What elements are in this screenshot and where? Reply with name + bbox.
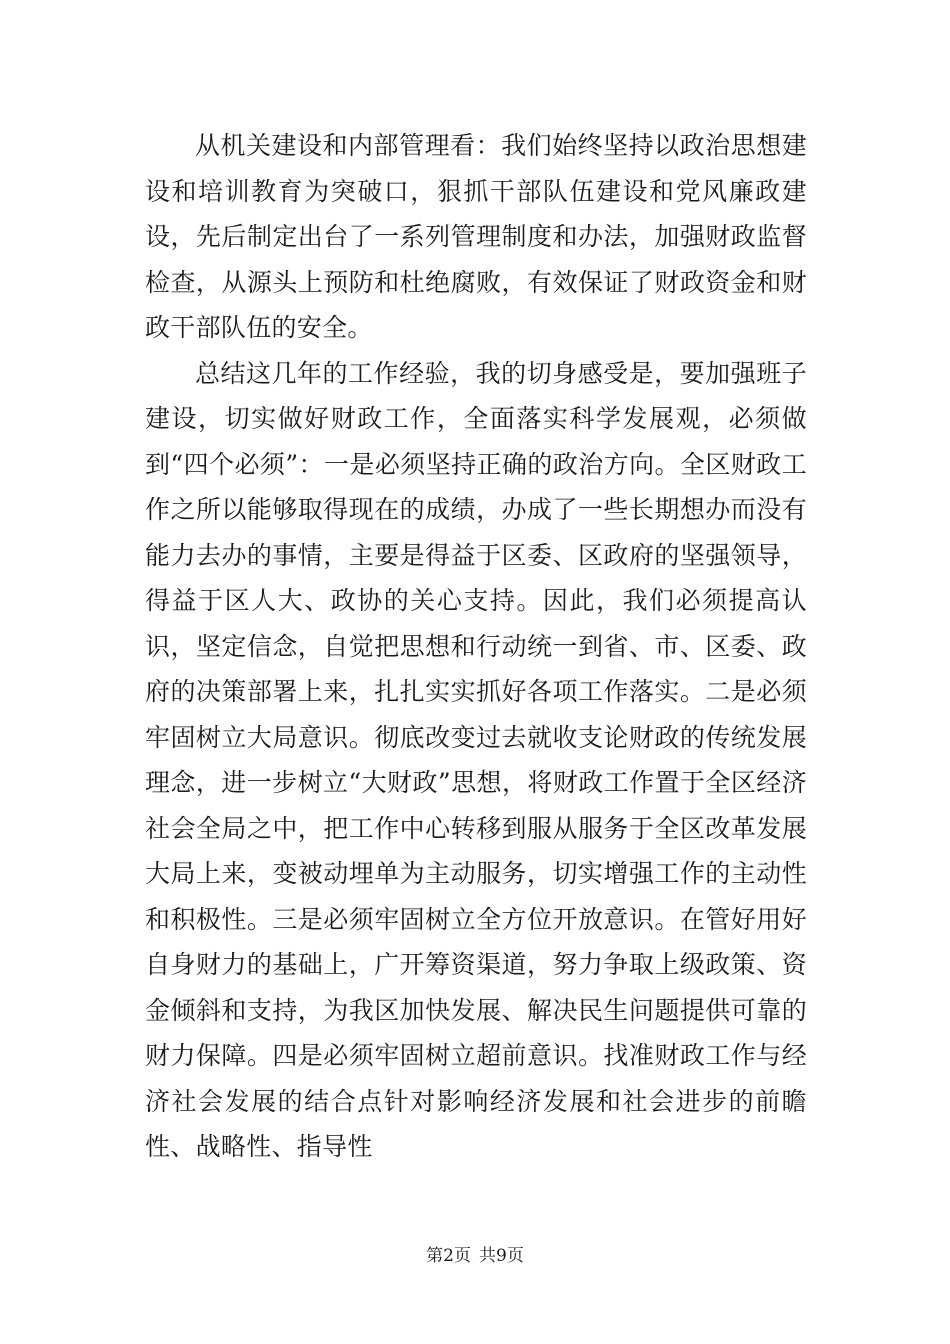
paragraph-experience: 总结这几年的工作经验，我的切身感受是，要加强班子建设，切实做好财政工作，全面落实科学发展观，必须做到“四个必须”：一是必须坚持正确的政治方向。全区财政工作之所以能够取得现在的成绩，办成了一些长期想办而没有能力去办的事情，主要是得益于区委、区政府的坚强领导，得益于区人大、政协的关心支持。因此，我们必须提高认识，坚定信念，自觉把思想和行动统一到省、市、区委、政府的决策部署上来，扎扎实实抓好各项工作落实。二是必须牢固树立大局意识。彻底改变过去就收支论财政的传统发展理念，进一步树立“大财政”思想，将财政工作置于全区经济社会全局之中，把工作中心转移到服从服务于全区改革发展大局上来，变被动埋单为主动服务，切实增强工作的主动性和积极性。三是必须牢固树立全方位开放意识。在管好用好自身财力的基础上，广开筹资渠道，努力争取上级政策、资金倾斜和支持，为我区加快发展、解决民生问题提供可靠的财力保障。四是必须牢固树立超前意识。找准财政工作与经济社会发展的结合点针对影响经济发展和社会进步的前瞻性、战略性、指导性 — [145, 358, 807, 1161]
paragraph-management: 从机关建设和内部管理看：我们始终坚持以政治思想建设和培训教育为突破口，狠抓干部队伍建设和党风廉政建设，先后制定出台了一系列管理制度和办法，加强财政监督检查，从源头上预防和杜绝腐败，有效保证了财政资金和财政干部队伍的安全。 — [145, 131, 807, 342]
page-total: 共9页 — [479, 1246, 524, 1266]
page-number: 第2页 — [426, 1246, 471, 1266]
page-footer — [0, 1241, 950, 1266]
document-body — [145, 123, 807, 1170]
